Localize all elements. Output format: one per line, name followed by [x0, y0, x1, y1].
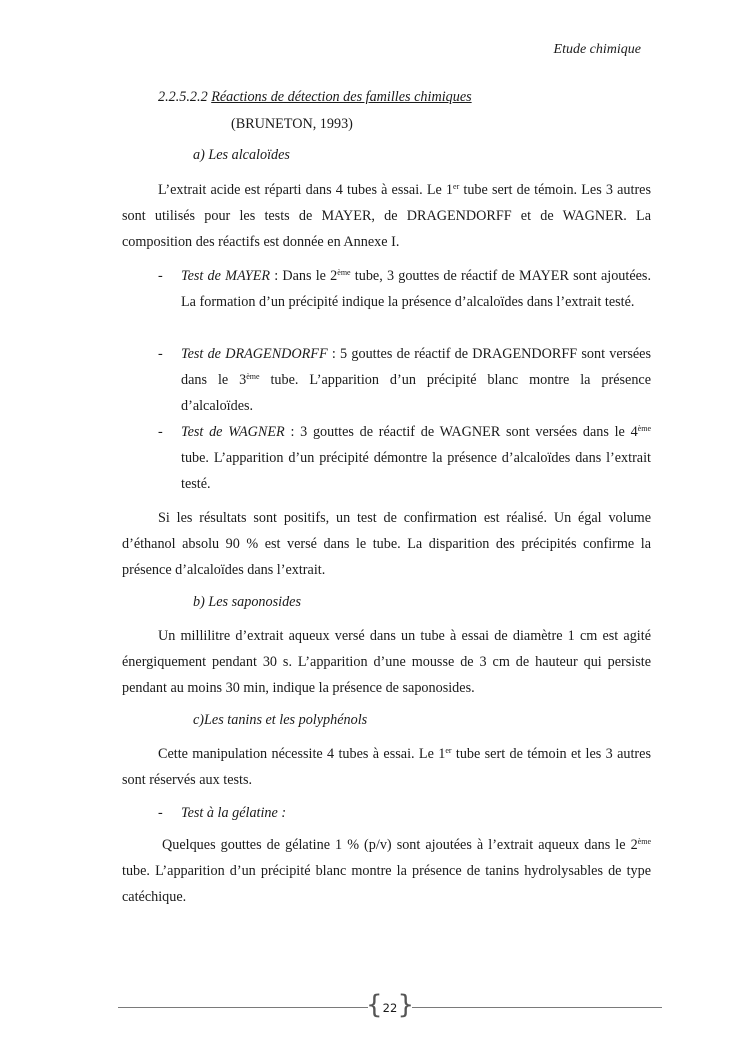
bullet-dash: -	[158, 268, 163, 284]
bullet-text: Test de WAGNER : 3 gouttes de réactif de WAGNER sont versées dans le 4ème tube. L’apparition d’un précipité démontre la présence d’alcaloïdes dans l’extrait testé.	[181, 424, 651, 492]
section-title: Réactions de détection des familles chimiques	[211, 89, 472, 105]
bullet-test-wagner	[158, 419, 651, 497]
footer-rule-right	[412, 1007, 662, 1008]
right-brace: }	[397, 990, 414, 1020]
test-name: Test de WAGNER	[181, 424, 285, 440]
section-citation: (BRUNETON, 1993)	[231, 116, 353, 132]
tannins-intro-paragraph: Cette manipulation nécessite 4 tubes à essai. Le 1er tube sert de témoin et les 3 autres sont réservés aux tests.	[122, 746, 651, 788]
saponosides-paragraph: Un millilitre d’extrait aqueux versé dans un tube à essai de diamètre 1 cm est agité énergiquement pendant 30 s. L’apparition d’une mousse de 3 cm de hauteur qui persiste pendant au moins 30 min, indique la présence de saponosides.	[122, 628, 651, 696]
gelatine-paragraph: Quelques gouttes de gélatine 1 % (p/v) sont ajoutées à l’extrait aqueux dans le 2ème tube. L’apparition d’un précipité blanc montre la présence de tanins hydrolysables de type catéchique.	[122, 837, 651, 905]
test-name: Test de DRAGENDORFF	[181, 346, 328, 362]
bullet-dash: -	[158, 424, 163, 440]
bullet-dash: -	[158, 346, 163, 362]
confirmation-paragraph: Si les résultats sont positifs, un test de confirmation est réalisé. Un égal volume d’éthanol absolu 90 % est versé dans le tube. La disparition des précipités confirme la présence d’alcaloïdes dans l’extrait.	[122, 510, 651, 578]
left-brace: {	[366, 990, 383, 1020]
bullet-test-mayer	[158, 263, 651, 315]
bullet-test-gelatine	[158, 800, 651, 826]
test-name: Test de MAYER	[181, 268, 271, 284]
running-header: Etude chimique	[553, 42, 641, 57]
alkaloids-intro-paragraph: L’extrait acide est réparti dans 4 tubes à essai. Le 1er tube sert de témoin. Les 3 autres sont utilisés pour les tests de MAYER, de DRAGENDORFF et de WAGNER. La composition des réactifs est donnée en Annexe I.	[122, 182, 651, 250]
page-number-box	[366, 990, 414, 1021]
footer-rule-left	[118, 1007, 368, 1008]
subheading-saponosides: b) Les saponosides	[193, 594, 301, 610]
bullet-text: Test de DRAGENDORFF : 5 gouttes de réactif de DRAGENDORFF sont versées dans le 3ème tube. L’apparition d’un précipité blanc montre la présence d’alcaloïdes.	[181, 346, 652, 414]
bullet-dash: -	[158, 805, 163, 821]
subheading-alkaloids: a) Les alcaloïdes	[193, 147, 290, 163]
page-number: 22	[382, 1001, 398, 1015]
bullet-text: Test de MAYER : Dans le 2ème tube, 3 gouttes de réactif de MAYER sont ajoutées. La formation d’un précipité indique la présence d’alcaloïdes dans l’extrait testé.	[181, 268, 651, 310]
section-number: 2.2.5.2.2	[158, 89, 208, 105]
bullet-test-dragendorff	[158, 341, 651, 419]
subheading-tannins: c)Les tanins et les polyphénols	[193, 712, 368, 728]
test-name: Test à la gélatine :	[181, 805, 287, 821]
section-heading	[158, 89, 472, 106]
